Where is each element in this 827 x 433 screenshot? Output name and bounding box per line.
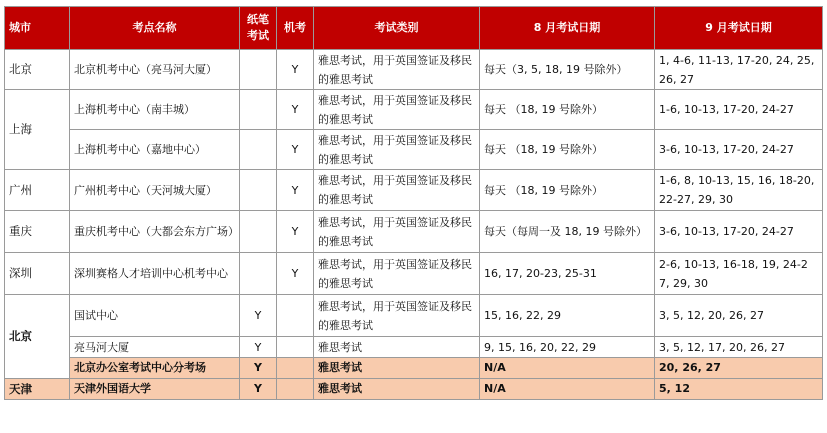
- paper-cell: [240, 50, 277, 90]
- table-row: [5, 170, 823, 211]
- exam-type-cell: 雅思考试，用于英国签证及移民的雅思考试: [314, 90, 480, 130]
- computer-cell: [277, 337, 314, 358]
- center-name-cell: 上海机考中心（南丰城）: [70, 90, 240, 130]
- august-dates-cell: 每天 （18, 19 号除外）: [480, 90, 655, 130]
- paper-cell: [240, 253, 277, 295]
- september-dates-cell: 3-6, 10-13, 17-20, 24-27: [655, 211, 823, 253]
- center-name-cell: 亮马河大厦: [70, 337, 240, 358]
- header-city: 城市: [5, 7, 70, 50]
- city-cell: 重庆: [5, 211, 70, 253]
- header-august-dates: 8 月考试日期: [480, 7, 655, 50]
- exam-type-cell: 雅思考试: [314, 337, 480, 358]
- center-name-cell: 上海机考中心（嘉地中心）: [70, 130, 240, 170]
- header-exam-type: 考试类别: [314, 7, 480, 50]
- september-dates-cell: 1, 4-6, 11-13, 17-20, 24, 25, 26, 27: [655, 50, 823, 90]
- computer-cell: Y: [277, 50, 314, 90]
- center-name-cell: 重庆机考中心（大都会东方广场）: [70, 211, 240, 253]
- exam-type-cell: 雅思考试，用于英国签证及移民的雅思考试: [314, 170, 480, 211]
- august-dates-cell: 16, 17, 20-23, 25-31: [480, 253, 655, 295]
- header-center-name: 考点名称: [70, 7, 240, 50]
- city-cell: 北京: [5, 50, 70, 90]
- computer-cell: [277, 295, 314, 337]
- table-row-highlighted: [5, 379, 823, 400]
- computer-cell: Y: [277, 90, 314, 130]
- city-cell: 深圳: [5, 253, 70, 295]
- city-cell: 上海: [5, 90, 70, 170]
- august-dates-cell: 每天 （18, 19 号除外）: [480, 170, 655, 211]
- city-cell: 天津: [5, 379, 70, 400]
- center-name-cell: 北京办公室考试中心分考场: [70, 358, 240, 379]
- paper-cell: [240, 130, 277, 170]
- paper-cell: [240, 170, 277, 211]
- august-dates-cell: N/A: [480, 358, 655, 379]
- paper-cell: [240, 211, 277, 253]
- table-row-highlighted: [5, 358, 823, 379]
- september-dates-cell: 3-6, 10-13, 17-20, 24-27: [655, 130, 823, 170]
- paper-cell: Y: [240, 337, 277, 358]
- exam-schedule-sheet: [4, 6, 822, 400]
- september-dates-cell: 1-6, 10-13, 17-20, 24-27: [655, 90, 823, 130]
- paper-cell: Y: [240, 295, 277, 337]
- exam-type-cell: 雅思考试: [314, 379, 480, 400]
- table-row: [5, 253, 823, 295]
- september-dates-cell: 2-6, 10-13, 16-18, 19, 24-27, 29, 30: [655, 253, 823, 295]
- computer-cell: Y: [277, 253, 314, 295]
- header-row: [5, 7, 823, 50]
- center-name-cell: 北京机考中心（亮马河大厦）: [70, 50, 240, 90]
- august-dates-cell: 每天（3, 5, 18, 19 号除外）: [480, 50, 655, 90]
- exam-type-cell: 雅思考试，用于英国签证及移民的雅思考试: [314, 295, 480, 337]
- august-dates-cell: 9, 15, 16, 20, 22, 29: [480, 337, 655, 358]
- september-dates-cell: 3, 5, 12, 17, 20, 26, 27: [655, 337, 823, 358]
- table-row: [5, 130, 823, 170]
- city-cell: 北京: [5, 295, 70, 379]
- table-row: [5, 90, 823, 130]
- center-name-cell: 广州机考中心（天河城大厦）: [70, 170, 240, 211]
- september-dates-cell: 3, 5, 12, 20, 26, 27: [655, 295, 823, 337]
- table-row: [5, 337, 823, 358]
- header-paper-exam: 纸笔考试: [240, 7, 277, 50]
- september-dates-cell: 5, 12: [655, 379, 823, 400]
- exam-type-cell: 雅思考试，用于英国签证及移民的雅思考试: [314, 211, 480, 253]
- paper-cell: [240, 90, 277, 130]
- computer-cell: [277, 379, 314, 400]
- computer-cell: Y: [277, 211, 314, 253]
- august-dates-cell: 每天 （18, 19 号除外）: [480, 130, 655, 170]
- september-dates-cell: 20, 26, 27: [655, 358, 823, 379]
- computer-cell: [277, 358, 314, 379]
- computer-cell: Y: [277, 130, 314, 170]
- exam-type-cell: 雅思考试，用于英国签证及移民的雅思考试: [314, 130, 480, 170]
- august-dates-cell: 15, 16, 22, 29: [480, 295, 655, 337]
- august-dates-cell: 每天（每周一及 18, 19 号除外）: [480, 211, 655, 253]
- header-september-dates: 9 月考试日期: [655, 7, 823, 50]
- center-name-cell: 深圳赛格人才培训中心机考中心: [70, 253, 240, 295]
- table-row: [5, 295, 823, 337]
- exam-type-cell: 雅思考试，用于英国签证及移民的雅思考试: [314, 50, 480, 90]
- center-name-cell: 国试中心: [70, 295, 240, 337]
- table-row: [5, 211, 823, 253]
- table-row: [5, 50, 823, 90]
- center-name-cell: 天津外国语大学: [70, 379, 240, 400]
- exam-schedule-table: [4, 6, 823, 400]
- paper-cell: Y: [240, 379, 277, 400]
- computer-cell: Y: [277, 170, 314, 211]
- paper-cell: Y: [240, 358, 277, 379]
- city-cell: 广州: [5, 170, 70, 211]
- exam-type-cell: 雅思考试: [314, 358, 480, 379]
- september-dates-cell: 1-6, 8, 10-13, 15, 16, 18-20, 22-27, 29, 30: [655, 170, 823, 211]
- header-computer-exam: 机考: [277, 7, 314, 50]
- august-dates-cell: N/A: [480, 379, 655, 400]
- exam-type-cell: 雅思考试，用于英国签证及移民的雅思考试: [314, 253, 480, 295]
